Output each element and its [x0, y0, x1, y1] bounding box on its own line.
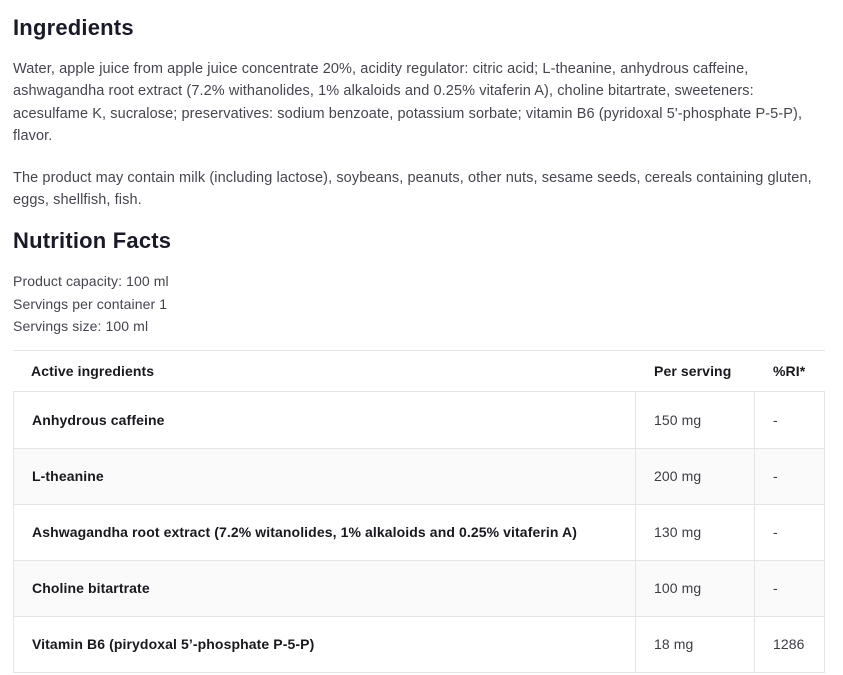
ingredient-name: Choline bitartrate [14, 561, 636, 616]
table-row [14, 448, 824, 504]
nutrition-table-header-row [13, 351, 825, 391]
nutrition-table [13, 350, 825, 673]
table-row [14, 616, 824, 672]
serving-size-line: Servings size: 100 ml [13, 318, 149, 335]
ri-value: 1286 [773, 636, 805, 653]
ingredients-title: Ingredients [13, 15, 134, 40]
per-serving-value: 100 mg [636, 561, 755, 616]
product-details-page [0, 13, 843, 673]
ri-value: - [773, 524, 778, 541]
nutrition-facts-title: Nutrition Facts [13, 228, 172, 254]
product-capacity-line: Product capacity: 100 ml [13, 273, 169, 290]
per-serving-value: 150 mg [636, 392, 755, 448]
nutrition-table-body [13, 391, 825, 673]
serving-info-block [13, 270, 830, 338]
ri-value: - [773, 580, 778, 597]
column-header-active-ingredients: Active ingredients [31, 362, 155, 379]
table-row [14, 392, 824, 448]
ingredient-name: Anhydrous caffeine [14, 392, 636, 448]
column-header-per-serving: Per serving [654, 362, 732, 379]
ingredient-name: L-theanine [14, 449, 636, 504]
servings-per-container-line: Servings per container 1 [13, 295, 168, 312]
ingredient-name: Ashwagandha root extract (7.2% witanolides, 1% alkaloids and 0.25% vitaferin A) [14, 505, 636, 560]
per-serving-value: 18 mg [636, 617, 755, 672]
ingredient-name: Vitamin B6 (pirydoxal 5’-phosphate P-5-P) [14, 617, 636, 672]
per-serving-value: 200 mg [636, 449, 755, 504]
table-row [14, 560, 824, 616]
column-header-ri: %RI* [773, 362, 806, 379]
allergen-warning-paragraph: The product may contain milk (including lactose), soybeans, peanuts, other nuts, sesame seeds, cereals containing gluten, eggs, shellfish, fish. [13, 169, 812, 209]
ingredients-composition-paragraph: Water, apple juice from apple juice concentrate 20%, acidity regulator: citric acid; L-theanine, anhydrous caffeine, ashwagandha root extract (7.2% withanolides, 1% alkaloids and 0.25% vitaferin A), choline bitartrate, sweeteners: acesulfame K, sucralose; preservatives: sodium benzoate, potassium sorbate; vitamin B6 (pyridoxal 5'-phosphate P-5-P), flavor. [13, 61, 803, 145]
table-row [14, 504, 824, 560]
per-serving-value: 130 mg [636, 505, 755, 560]
ri-value: - [773, 411, 778, 428]
ri-value: - [773, 468, 778, 485]
